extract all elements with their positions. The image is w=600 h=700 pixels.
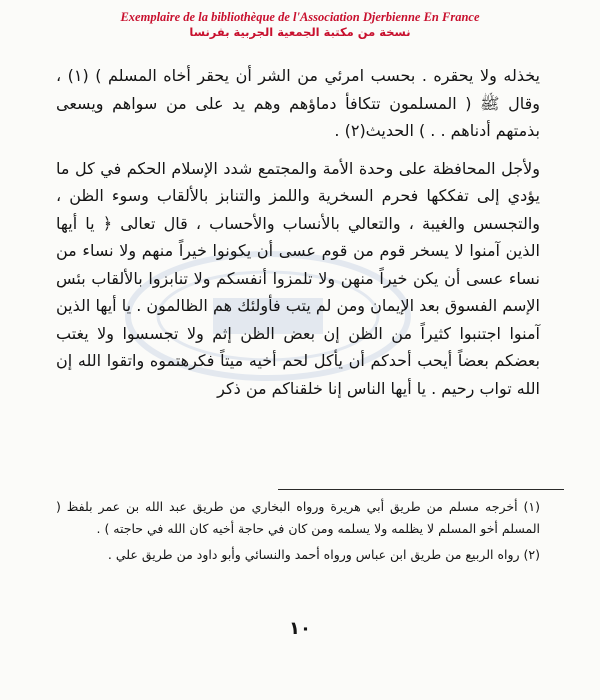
footnote-2: (٢) رواه الربيع من طريق ابن عباس ورواه أحمد والنسائي وأبو داود من طريق علي . bbox=[107, 547, 540, 562]
library-stamp-header bbox=[0, 10, 600, 40]
footnotes bbox=[56, 496, 540, 566]
text-paragraph-1: يخذله ولا يحقره . بحسب امرئي من الشر أن يحقر أخاه المسلم ) (١) ، وقال ﷺ ( المسلمون تتكافأ دماؤهم وهم يد على من سواهم ويسعى بذمتهم أدناهم . . ) الحديث(٢) . bbox=[56, 66, 540, 140]
text-paragraph-2: ولأجل المحافظة على وحدة الأمة والمجتمع شدد الإسلام الحكم في كل ما يؤدي إلى تفككها فحرم السخرية واللمز والتنابز بالألقاب وسوء الظن ، والتجسس والغيبة ، والتعالي بالأنساب والأحساب ، قال تعالى ﴿ يا أيها الذين آمنوا لا يسخر قوم من قوم عسى أن يكونوا خيراً منهم ولا نساء من نساء عسى أن يكن خيراً منهن ولا تلمزوا أنفسكم ولا تنابزوا بالألقاب بئس الإسم الفسوق بعد الإيمان ومن لم يتب فأولئك هم الظالمون . يا أيها الذين آمنوا اجتنبوا كثيراً من الظن إن بعض الظن إثم ولا تجسسوا ولا يغتب بعضكم بعضاً أيحب أحدكم أن يأكل لحم أخيه ميتاً فكرهتموه واتقوا الله إن الله تواب رحيم . يا أيها الناس إنا خلقناكم من ذكر bbox=[56, 158, 540, 398]
footnote-1: (١) أخرجه مسلم من طريق أبي هريرة ورواه البخاري من طريق عبد الله بن عمر بلفظ ( المسلم أخو المسلم لا يظلمه ولا يسلمه ومن كان في حاجة أخيه كان الله في حاجته ) . bbox=[56, 499, 540, 536]
library-header-french: Exemplaire de la bibliothèque de l'Association Djerbienne En France bbox=[120, 10, 480, 24]
footnote-divider bbox=[278, 489, 564, 490]
page-number: ١٠ bbox=[289, 618, 311, 639]
main-text bbox=[56, 62, 540, 402]
library-header-arabic: نسخة من مكتبة الجمعية الجربية بفرنسا bbox=[189, 25, 411, 39]
